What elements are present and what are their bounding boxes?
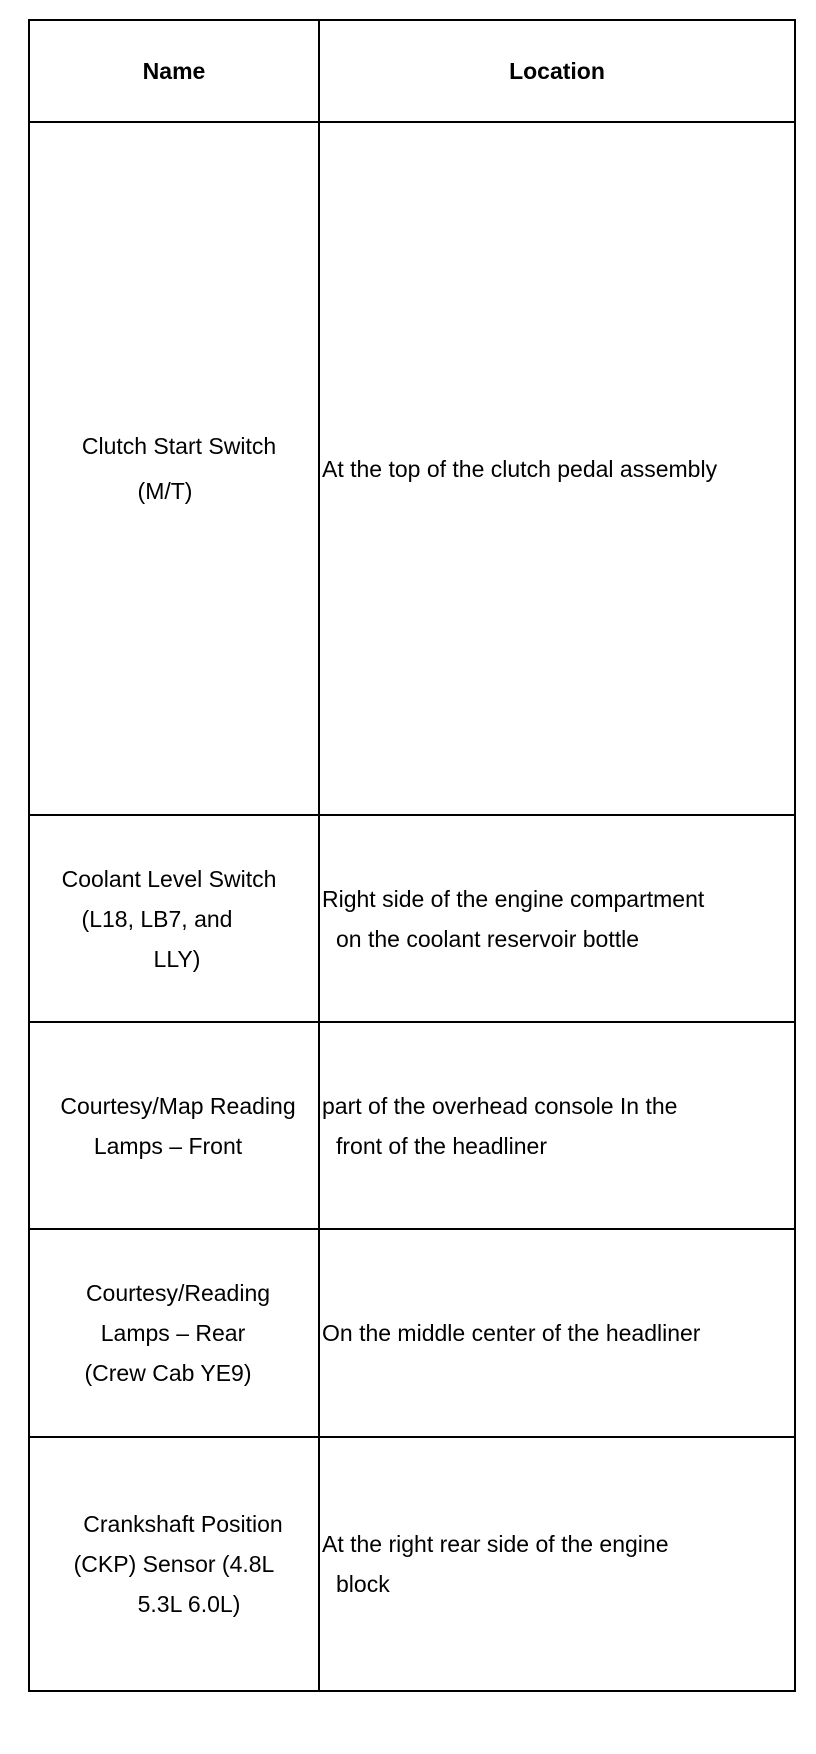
table-row (29, 1229, 795, 1437)
name-line: Courtesy/Reading (85, 1280, 271, 1306)
location-cell (319, 1229, 795, 1437)
name-line: Crankshaft Position (83, 1511, 283, 1537)
column-header-name: Name (29, 20, 319, 122)
location-line: on the coolant reservoir bottle (336, 925, 640, 952)
name-cell (29, 815, 319, 1022)
name-cell (29, 1437, 319, 1691)
name-cell (29, 1022, 319, 1229)
location-line: At the top of the clutch pedal assembly (322, 455, 718, 482)
column-header-location: Location (319, 20, 795, 122)
location-line: Right side of the engine compartment (322, 885, 705, 912)
table-header-row (29, 20, 795, 122)
table-row (29, 1022, 795, 1229)
location-line: At the right rear side of the engine (322, 1531, 669, 1557)
location-line: part of the overhead console In the (322, 1092, 678, 1119)
component-location-table (28, 19, 796, 1692)
name-cell (29, 1229, 319, 1437)
name-line: (M/T) (137, 477, 193, 504)
name-line: Lamps – Rear (100, 1320, 246, 1346)
location-cell (319, 122, 795, 815)
location-line: block (336, 1571, 390, 1597)
table-row (29, 815, 795, 1022)
name-line: Courtesy/Map Reading (60, 1092, 296, 1119)
name-line: (CKP) Sensor (4.8L (73, 1551, 275, 1577)
table-row (29, 122, 795, 815)
name-line: Lamps – Front (93, 1132, 243, 1159)
location-line: On the middle center of the headliner (322, 1320, 701, 1346)
name-cell (29, 122, 319, 815)
name-line: LLY) (153, 945, 201, 972)
name-line: (Crew Cab YE9) (84, 1360, 252, 1386)
name-line: 5.3L 6.0L) (137, 1591, 241, 1617)
name-line: (L18, LB7, and (81, 905, 233, 932)
location-line: front of the headliner (336, 1132, 547, 1159)
name-line: Clutch Start Switch (81, 432, 277, 459)
location-cell (319, 815, 795, 1022)
table-row (29, 1437, 795, 1691)
location-cell (319, 1022, 795, 1229)
name-line: Coolant Level Switch (61, 865, 277, 892)
location-cell (319, 1437, 795, 1691)
